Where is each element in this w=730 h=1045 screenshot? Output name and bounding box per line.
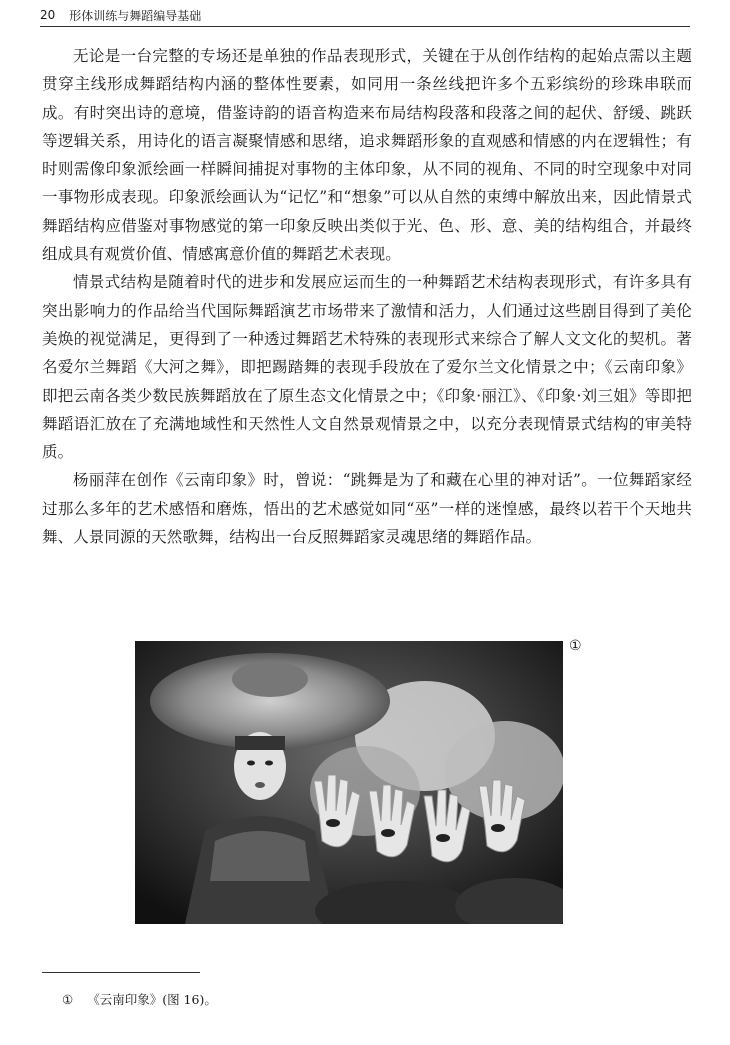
dance-photo-illustration	[135, 641, 563, 924]
paragraph-2: 情景式结构是随着时代的进步和发展应运而生的一种舞蹈艺术结构表现形式，有许多具有突出影响力的作品给当代国际舞蹈演艺市场带来了激情和活力，人们通过这些剧目得到了美伦美焕的视觉满足，更得到了一种透过舞蹈艺术特殊的表现形式来综合了解人文文化的契机。著名爱尔兰舞蹈《大河之舞》，即把踢踏舞的表现手段放在了爱尔兰文化情景之中；《云南印象》即把云南各类少数民族舞蹈放在了原生态文化情景之中；《印象·丽江》、《印象·刘三姐》等即把舞蹈语汇放在了充满地域性和天然性人文自然景观情景之中，以充分表现情景式结构的审美特质。	[42, 273, 692, 462]
paragraph-3: 杨丽萍在创作《云南印象》时，曾说：“跳舞是为了和藏在心里的神对话”。一位舞蹈家经过那么多年的艺术感悟和磨炼，悟出的艺术感觉如同“巫”一样的迷惶感，最终以若干个天地共舞、人景同源的天然歌舞，结构出一台反照舞蹈家灵魂思绪的舞蹈作品。	[42, 471, 692, 547]
running-header	[40, 4, 690, 27]
footnote	[62, 990, 217, 1008]
footnote-text: 《云南印象》(图 16)。	[87, 992, 217, 1007]
footnote-divider	[42, 972, 200, 973]
page-number: 20	[40, 8, 56, 22]
book-title: 形体训练与舞蹈编导基础	[69, 8, 202, 23]
paragraph-1: 无论是一台完整的专场还是单独的作品表现形式，关键在于从创作结构的起始点需以主题贯穿主线形成舞蹈结构内涵的整体性要素，如同用一条丝线把许多个五彩缤纷的珍珠串联而成。有时突出诗的意境，借鉴诗韵的语音构造来布局结构段落和段落之间的起伏、舒缓、跳跃等逻辑关系，用诗化的语言凝聚情感和思绪，追求舞蹈形象的直观感和情感的内在逻辑性；有时则需像印象派绘画一样瞬间捕捉对事物的主体印象，从不同的视角、不同的时空现象中对同一事物形成表现。印象派绘画认为“记忆”和“想象”可以从自然的束缚中解放出来，因此情景式舞蹈结构应借鉴对事物感觉的第一印象反映出类似于光、色、形、意、美的结构组合，并最终组成具有观赏价值、情感寓意价值的舞蹈艺术表现。	[42, 47, 692, 264]
dance-photo	[135, 641, 563, 924]
body-text	[42, 42, 692, 551]
footnote-mark: ①	[62, 992, 74, 1007]
figure-footnote-mark: ①	[569, 638, 582, 654]
